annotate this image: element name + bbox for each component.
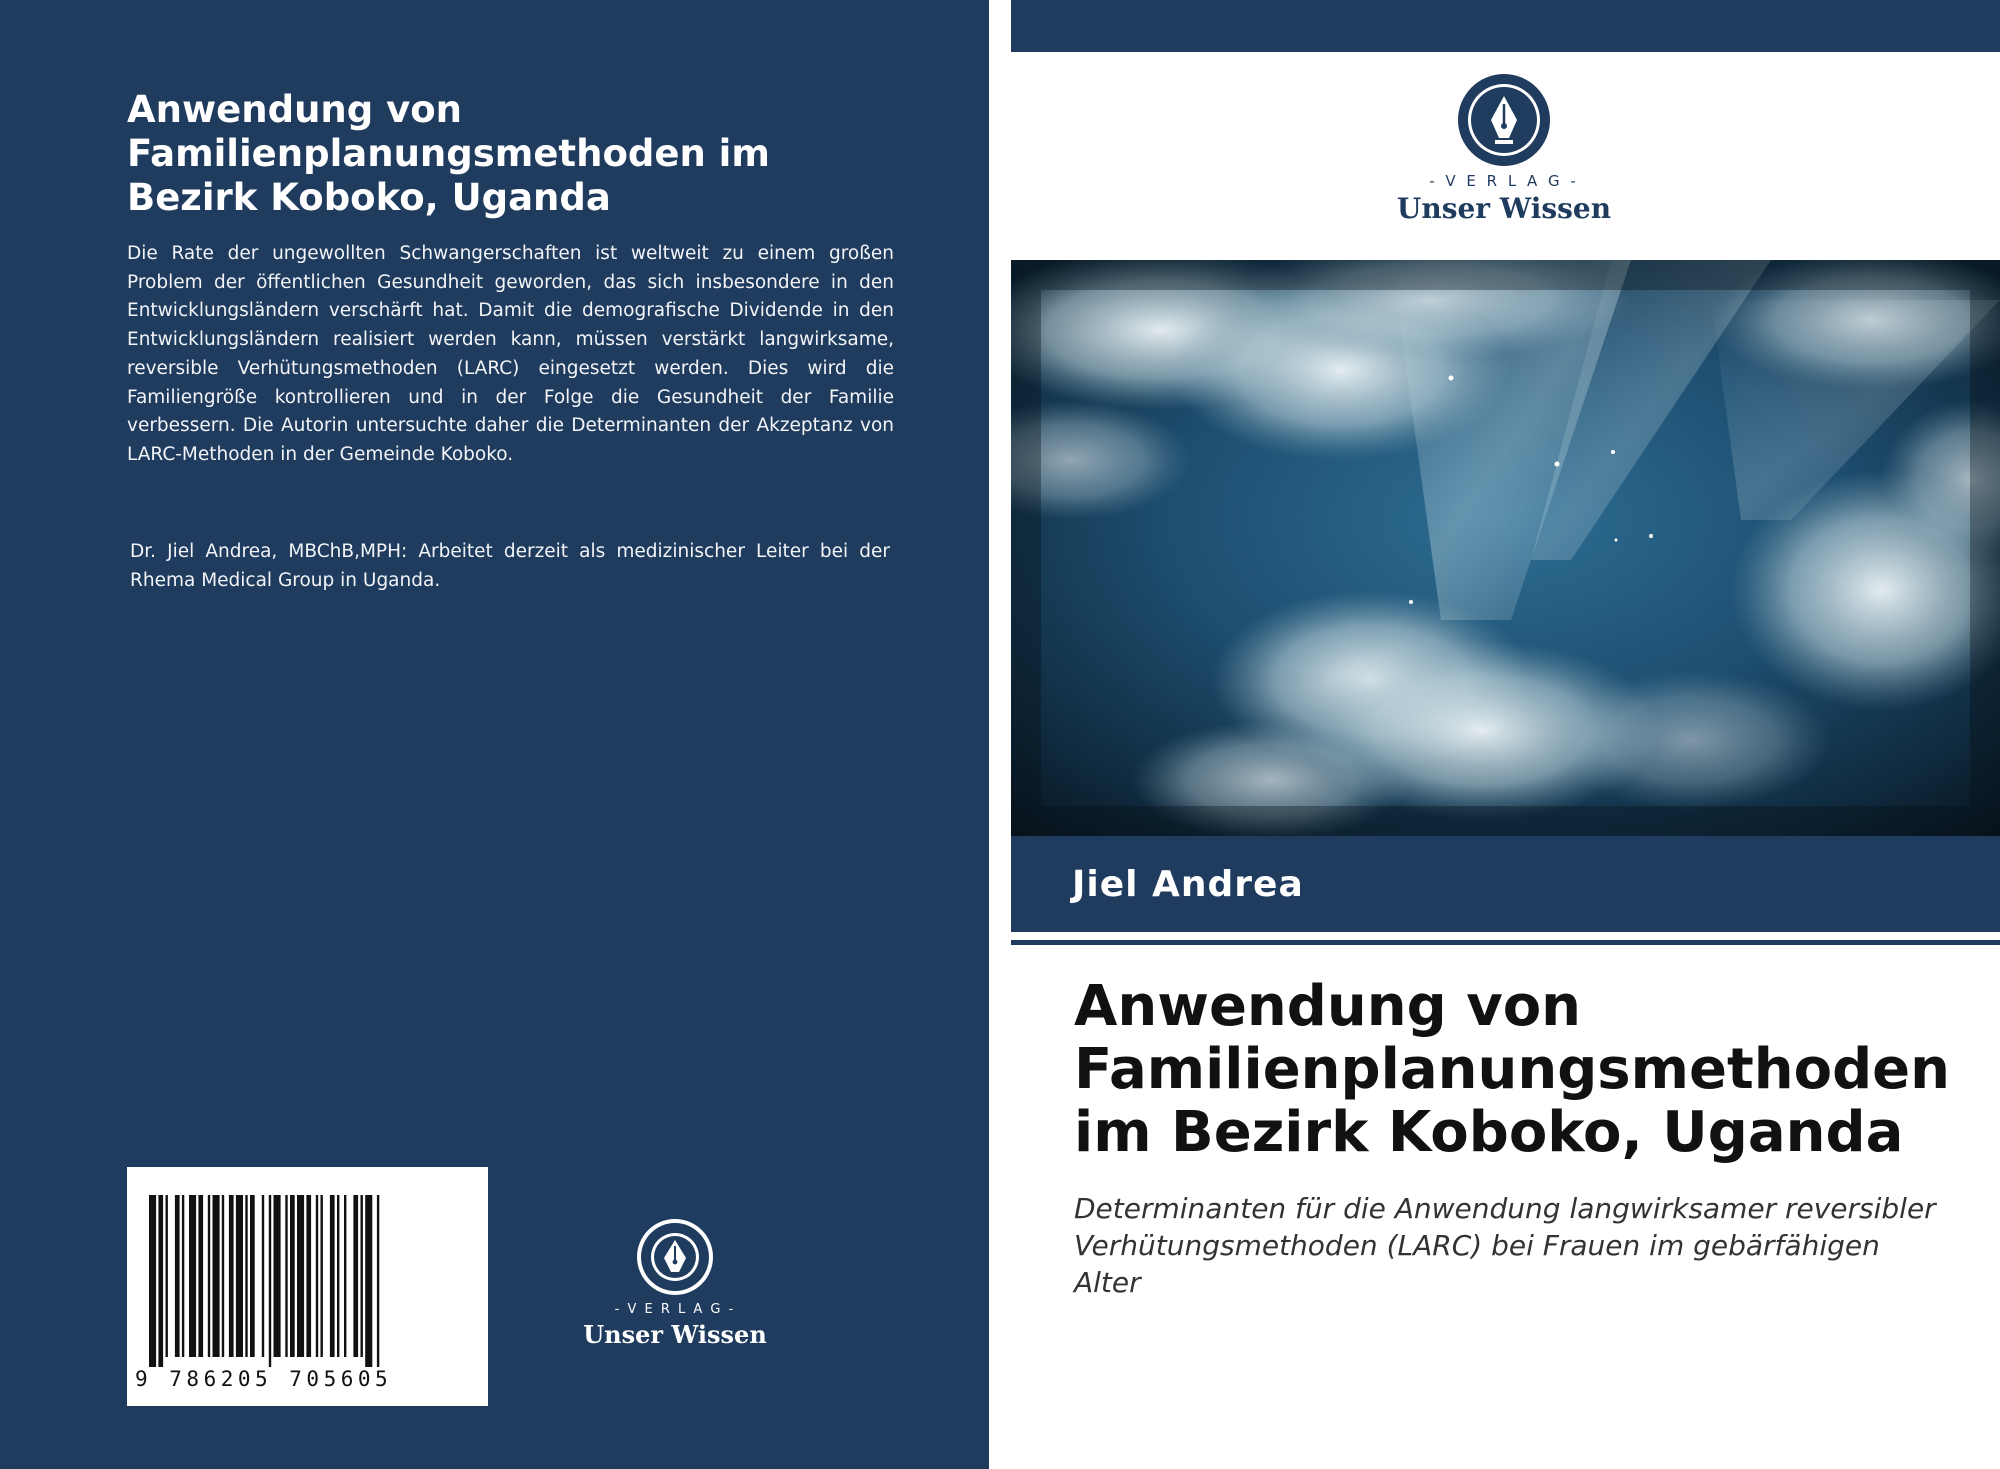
top-band [1011,0,2000,52]
barcode-bar [158,1195,163,1367]
cloudy-sky-image [1011,260,2000,836]
barcode-bar [182,1195,184,1357]
barcode-bar [344,1195,346,1357]
back-cover [0,0,989,1469]
barcode-bar [166,1195,168,1357]
barcode-bar [337,1195,339,1357]
back-cover-title: Anwendung von Familienplanungsmethoden im Bezirk Koboko, Uganda [127,88,770,219]
barcode-bar [290,1195,295,1357]
back-publisher-name: Unser Wissen [583,1320,767,1349]
barcode-bar [262,1195,264,1357]
barcode-bar [274,1195,281,1357]
back-publisher-logo [580,1212,770,1352]
barcode-bar [365,1195,372,1367]
isbn-barcode [127,1167,488,1406]
cover-photo [1011,260,2000,836]
barcode-bar [297,1195,304,1357]
barcode-bar [149,1195,156,1367]
barcode-bar [361,1195,363,1357]
barcode-bar [236,1195,243,1357]
front-cover [1011,0,2000,1469]
isbn-number: 9 786205 705605 [135,1367,393,1391]
barcode-bar [316,1195,318,1357]
front-publisher-name: Unser Wissen [1396,192,1612,225]
barcode-bar [175,1195,180,1357]
back-cover-blurb: Die Rate der ungewollten Schwangerschaften ist weltweit zu einem großen Problem der öffentlichen Gesundheit geworden, das sich insbesondere in den Entwicklungsländern verschärft hat. Damit die demografische Dividende in den Entwicklungsländern realisiert werden kann, müssen verstärkt langwirksame, reversible Verhütungsmethoden (LARC) eingesetzt werden. Dies wird die Familiengröße kontrollieren und in der Folge die Gesundheit der Familie verbessern. Die Autorin untersuchte daher die Determinanten der Akzeptanz von LARC-Methoden in der Gemeinde Koboko. [127,243,894,465]
barcode-bar [198,1195,203,1357]
front-publisher-logo [1379,72,1629,232]
divider-rule [1011,940,2000,945]
back-verlag-label: - V E R L A G - [614,1302,736,1317]
barcode-bar [306,1195,311,1357]
spine [989,0,1011,1469]
barcode-bar [285,1195,287,1357]
fountain-pen-nib-icon [1379,72,1629,172]
front-verlag-label: - V E R L A G - [1429,172,1579,190]
barcode-bar [353,1195,358,1357]
front-cover-title: Anwendung von Familienplanungsmethoden im Bezirk Koboko, Uganda [1074,974,1951,1165]
front-cover-subtitle: Determinanten für die Anwendung langwirksamer reversibler Verhütungsmethoden (LARC) bei Frauen im gebärfähigen Alter [1074,1192,1936,1299]
barcode-bar [269,1195,271,1367]
barcode-bar [189,1195,196,1357]
barcode-bar [250,1195,255,1357]
barcode-bar [321,1195,323,1357]
author-band [1011,836,2000,932]
barcode-bar [245,1195,247,1357]
barcode-bar [208,1195,210,1357]
barcode-bar [330,1195,335,1357]
author-bio: Dr. Jiel Andrea, MBChB,MPH: Arbeitet derzeit als medizinischer Leiter bei der Rhema Medical Group in Uganda. [130,541,890,591]
barcode-bar [229,1195,234,1357]
barcode-bar [222,1195,224,1357]
barcode-bar [377,1195,379,1367]
barcode-bar [213,1195,220,1357]
author-name: Jiel Andrea [1072,864,1304,905]
